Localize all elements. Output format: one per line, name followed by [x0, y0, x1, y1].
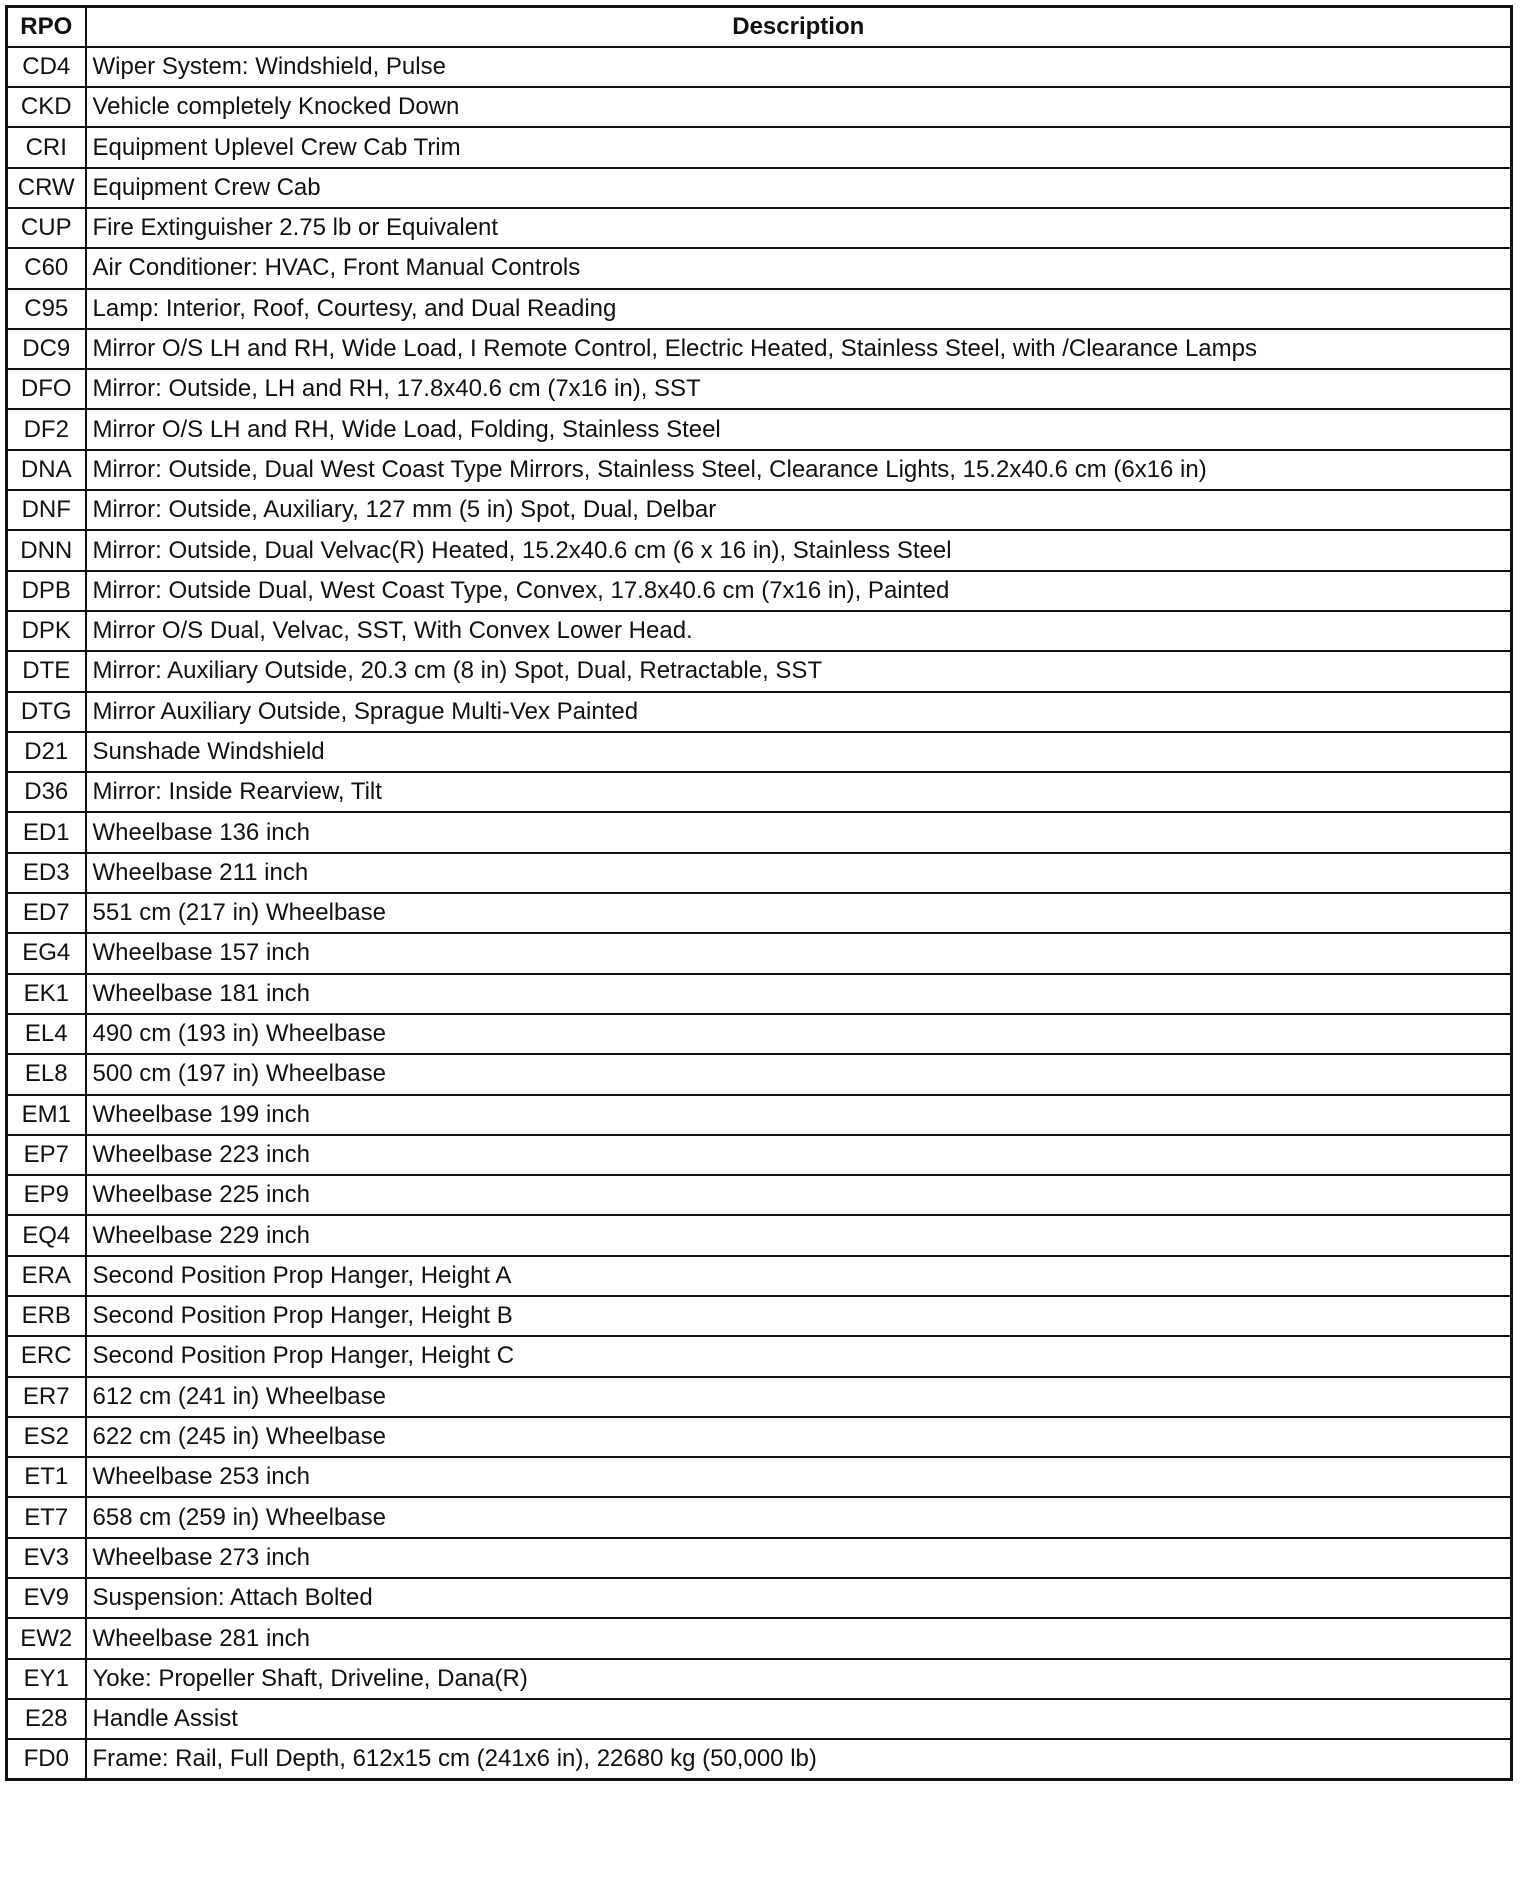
description-cell: Fire Extinguisher 2.75 lb or Equivalent	[86, 208, 1512, 248]
table-row	[7, 853, 1512, 893]
rpo-code-cell: ERC	[7, 1336, 86, 1376]
table-row	[7, 168, 1512, 208]
description-cell: Wheelbase 223 inch	[86, 1135, 1512, 1175]
rpo-table	[5, 5, 1513, 1781]
rpo-code-cell: EW2	[7, 1618, 86, 1658]
description-cell: 622 cm (245 in) Wheelbase	[86, 1417, 1512, 1457]
rpo-code-cell: D36	[7, 772, 86, 812]
table-row	[7, 1175, 1512, 1215]
table-header-row	[7, 7, 1512, 47]
rpo-code-cell: DNF	[7, 490, 86, 530]
description-cell: Handle Assist	[86, 1699, 1512, 1739]
description-cell: Mirror: Outside, Dual Velvac(R) Heated, 15.2x40.6 cm (6 x 16 in), Stainless Steel	[86, 530, 1512, 570]
table-row	[7, 732, 1512, 772]
rpo-code-cell: ES2	[7, 1417, 86, 1457]
description-cell: Mirror O/S LH and RH, Wide Load, I Remote Control, Electric Heated, Stainless Steel, with /Clearance Lamps	[86, 329, 1512, 369]
rpo-code-cell: ED7	[7, 893, 86, 933]
description-cell: Air Conditioner: HVAC, Front Manual Controls	[86, 248, 1512, 288]
description-cell: Wheelbase 225 inch	[86, 1175, 1512, 1215]
description-cell: Mirror: Inside Rearview, Tilt	[86, 772, 1512, 812]
description-cell: Second Position Prop Hanger, Height B	[86, 1296, 1512, 1336]
description-cell: Frame: Rail, Full Depth, 612x15 cm (241x6 in), 22680 kg (50,000 lb)	[86, 1739, 1512, 1779]
rpo-code-cell: CD4	[7, 47, 86, 87]
rpo-code-cell: C60	[7, 248, 86, 288]
table-row	[7, 450, 1512, 490]
table-row	[7, 248, 1512, 288]
description-cell: Wheelbase 181 inch	[86, 974, 1512, 1014]
description-cell: Wheelbase 229 inch	[86, 1215, 1512, 1255]
table-row	[7, 329, 1512, 369]
table-row	[7, 1377, 1512, 1417]
rpo-code-cell: D21	[7, 732, 86, 772]
rpo-code-cell: CRW	[7, 168, 86, 208]
table-row	[7, 490, 1512, 530]
table-row	[7, 1135, 1512, 1175]
description-cell: Equipment Crew Cab	[86, 168, 1512, 208]
table-row	[7, 1618, 1512, 1658]
description-cell: Wheelbase 136 inch	[86, 812, 1512, 852]
description-cell: Sunshade Windshield	[86, 732, 1512, 772]
description-cell: Wheelbase 273 inch	[86, 1538, 1512, 1578]
rpo-code-cell: EL8	[7, 1054, 86, 1094]
rpo-code-cell: EV9	[7, 1578, 86, 1618]
rpo-code-cell: E28	[7, 1699, 86, 1739]
table-body	[7, 47, 1512, 1780]
rpo-code-cell: DNN	[7, 530, 86, 570]
rpo-code-cell: DPB	[7, 571, 86, 611]
description-cell: Vehicle completely Knocked Down	[86, 87, 1512, 127]
description-cell: Wheelbase 199 inch	[86, 1095, 1512, 1135]
table-row	[7, 87, 1512, 127]
description-cell: 658 cm (259 in) Wheelbase	[86, 1497, 1512, 1537]
rpo-code-cell: FD0	[7, 1739, 86, 1779]
table-row	[7, 893, 1512, 933]
table-row	[7, 1095, 1512, 1135]
table-row	[7, 369, 1512, 409]
table-row	[7, 1215, 1512, 1255]
table-row	[7, 409, 1512, 449]
rpo-code-cell: CUP	[7, 208, 86, 248]
rpo-code-cell: EM1	[7, 1095, 86, 1135]
table-row	[7, 1014, 1512, 1054]
rpo-code-cell: DTE	[7, 651, 86, 691]
table-row	[7, 1457, 1512, 1497]
description-cell: 612 cm (241 in) Wheelbase	[86, 1377, 1512, 1417]
table-row	[7, 1739, 1512, 1779]
table-row	[7, 812, 1512, 852]
table-row	[7, 127, 1512, 167]
rpo-code-cell: DNA	[7, 450, 86, 490]
rpo-code-cell: DTG	[7, 692, 86, 732]
description-cell: Mirror: Outside, Auxiliary, 127 mm (5 in) Spot, Dual, Delbar	[86, 490, 1512, 530]
table-row	[7, 772, 1512, 812]
table-row	[7, 974, 1512, 1014]
description-cell: Mirror: Auxiliary Outside, 20.3 cm (8 in) Spot, Dual, Retractable, SST	[86, 651, 1512, 691]
rpo-code-cell: ERA	[7, 1256, 86, 1296]
table-row	[7, 289, 1512, 329]
rpo-code-cell: ET1	[7, 1457, 86, 1497]
table-row	[7, 1699, 1512, 1739]
description-cell: Second Position Prop Hanger, Height A	[86, 1256, 1512, 1296]
table-row	[7, 571, 1512, 611]
table-row	[7, 530, 1512, 570]
description-cell: Yoke: Propeller Shaft, Driveline, Dana(R)	[86, 1659, 1512, 1699]
rpo-code-cell: EV3	[7, 1538, 86, 1578]
rpo-code-cell: EP9	[7, 1175, 86, 1215]
description-cell: Mirror O/S Dual, Velvac, SST, With Convex Lower Head.	[86, 611, 1512, 651]
rpo-code-cell: CRI	[7, 127, 86, 167]
header-description: Description	[86, 7, 1512, 47]
rpo-code-cell: DPK	[7, 611, 86, 651]
header-rpo: RPO	[7, 7, 86, 47]
description-cell: Mirror O/S LH and RH, Wide Load, Folding, Stainless Steel	[86, 409, 1512, 449]
rpo-code-cell: ED3	[7, 853, 86, 893]
rpo-code-cell: ET7	[7, 1497, 86, 1537]
rpo-code-cell: ED1	[7, 812, 86, 852]
description-cell: Wheelbase 157 inch	[86, 933, 1512, 973]
description-cell: Suspension: Attach Bolted	[86, 1578, 1512, 1618]
rpo-code-cell: EK1	[7, 974, 86, 1014]
description-cell: 551 cm (217 in) Wheelbase	[86, 893, 1512, 933]
description-cell: 500 cm (197 in) Wheelbase	[86, 1054, 1512, 1094]
rpo-code-cell: DF2	[7, 409, 86, 449]
rpo-code-cell: EL4	[7, 1014, 86, 1054]
table-row	[7, 1296, 1512, 1336]
description-cell: Mirror: Outside Dual, West Coast Type, Convex, 17.8x40.6 cm (7x16 in), Painted	[86, 571, 1512, 611]
table-row	[7, 1417, 1512, 1457]
table-row	[7, 692, 1512, 732]
rpo-code-cell: EG4	[7, 933, 86, 973]
table-row	[7, 1054, 1512, 1094]
description-cell: Mirror Auxiliary Outside, Sprague Multi-Vex Painted	[86, 692, 1512, 732]
rpo-code-cell: DFO	[7, 369, 86, 409]
rpo-code-cell: EP7	[7, 1135, 86, 1175]
description-cell: Wheelbase 253 inch	[86, 1457, 1512, 1497]
rpo-code-cell: C95	[7, 289, 86, 329]
rpo-code-cell: ERB	[7, 1296, 86, 1336]
table-row	[7, 1336, 1512, 1376]
table-row	[7, 47, 1512, 87]
rpo-code-cell: DC9	[7, 329, 86, 369]
description-cell: 490 cm (193 in) Wheelbase	[86, 1014, 1512, 1054]
description-cell: Mirror: Outside, Dual West Coast Type Mirrors, Stainless Steel, Clearance Lights, 15.2x40.6 cm (6x16 in)	[86, 450, 1512, 490]
rpo-code-cell: ER7	[7, 1377, 86, 1417]
description-cell: Wheelbase 211 inch	[86, 853, 1512, 893]
description-cell: Lamp: Interior, Roof, Courtesy, and Dual Reading	[86, 289, 1512, 329]
description-cell: Second Position Prop Hanger, Height C	[86, 1336, 1512, 1376]
table-row	[7, 1578, 1512, 1618]
table-row	[7, 933, 1512, 973]
rpo-code-cell: CKD	[7, 87, 86, 127]
table-row	[7, 1538, 1512, 1578]
description-cell: Equipment Uplevel Crew Cab Trim	[86, 127, 1512, 167]
table-row	[7, 611, 1512, 651]
table-row	[7, 208, 1512, 248]
description-cell: Wiper System: Windshield, Pulse	[86, 47, 1512, 87]
table-row	[7, 1497, 1512, 1537]
table-row	[7, 651, 1512, 691]
rpo-code-cell: EY1	[7, 1659, 86, 1699]
table-row	[7, 1256, 1512, 1296]
description-cell: Mirror: Outside, LH and RH, 17.8x40.6 cm (7x16 in), SST	[86, 369, 1512, 409]
rpo-code-cell: EQ4	[7, 1215, 86, 1255]
table-row	[7, 1659, 1512, 1699]
description-cell: Wheelbase 281 inch	[86, 1618, 1512, 1658]
